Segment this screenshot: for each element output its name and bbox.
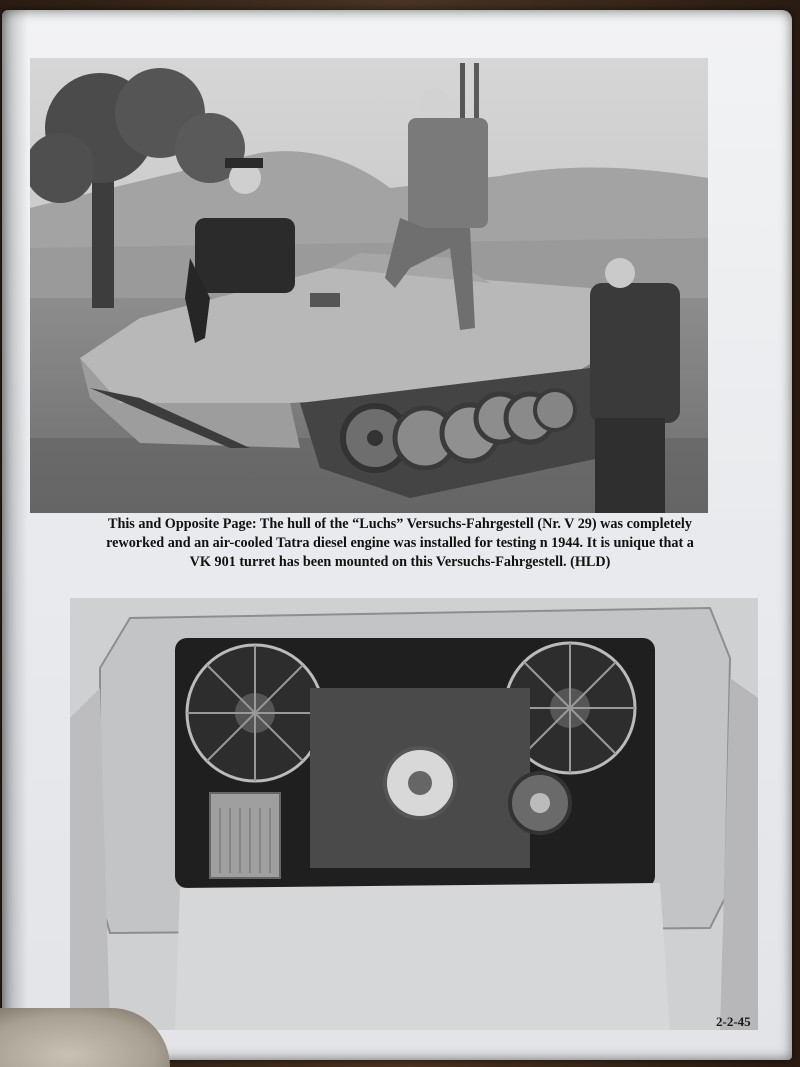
photo-luchs-chassis [30,58,708,513]
photo-caption [40,515,760,572]
photo-tatra-engine [70,598,758,1030]
caption-line-2: reworked and an air-cooled Tatra diesel engine was installed for testing n 1944. It is unique that a [106,535,694,551]
page-gutter-shadow [2,10,28,1060]
caption-line-1: This and Opposite Page: The hull of the “Luchs” Versuchs-Fahrgestell (Nr. V 29) was completely [108,516,692,532]
page-number: 2-2-45 [716,1014,751,1029]
caption-line-3: VK 901 turret has been mounted on this Versuchs-Fahrgestell. (HLD) [189,554,611,570]
